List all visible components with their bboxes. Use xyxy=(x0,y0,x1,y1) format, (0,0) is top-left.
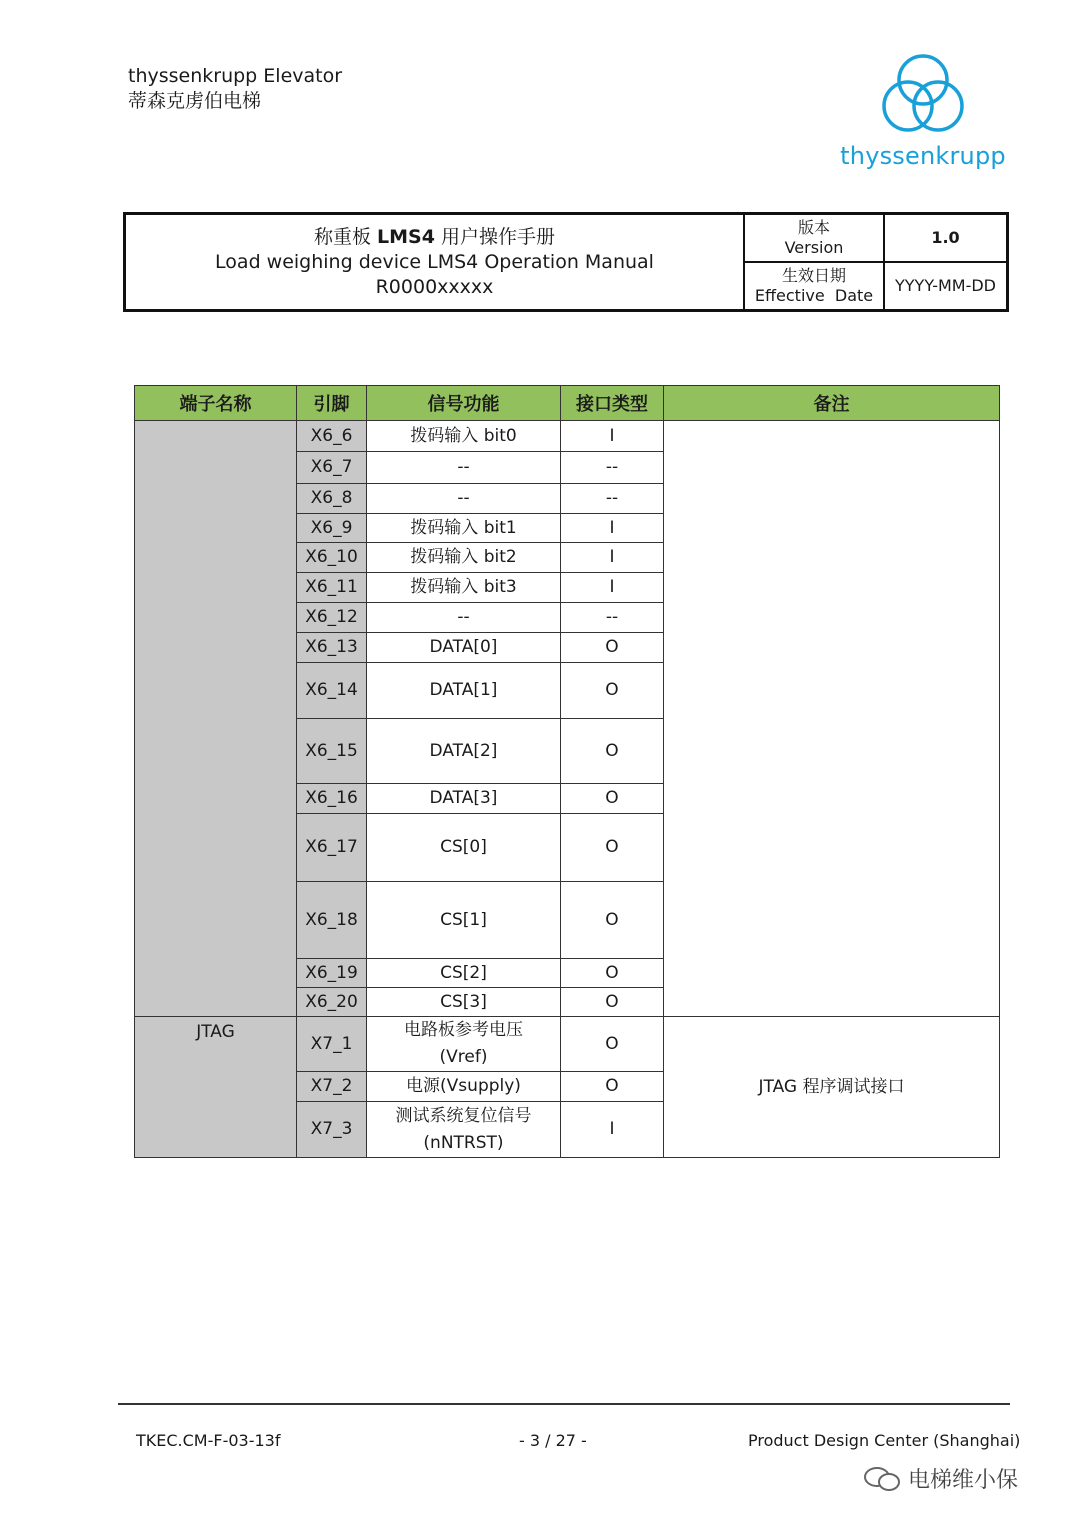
pin-cell: X7_2 xyxy=(297,1072,367,1102)
type-cell: O xyxy=(561,663,664,719)
thyssenkrupp-logo xyxy=(838,50,1008,182)
type-cell: I xyxy=(561,421,664,452)
header-terminal-name: 端子名称 xyxy=(135,386,297,421)
type-cell: I xyxy=(561,514,664,543)
type-cell: -- xyxy=(561,603,664,633)
function-cell: 拨码输入 bit1 xyxy=(367,514,561,543)
type-cell: O xyxy=(561,959,664,988)
title-en: Load weighing device LMS4 Operation Manual xyxy=(215,250,654,273)
type-cell: I xyxy=(561,543,664,573)
function-cell: DATA[3] xyxy=(367,784,561,814)
type-cell: O xyxy=(561,814,664,882)
function-cell: DATA[0] xyxy=(367,633,561,663)
function-cell: 电源(Vsupply) xyxy=(367,1072,561,1102)
function-cell: 电路板参考电压 (Vref) xyxy=(367,1017,561,1072)
function-cell: DATA[2] xyxy=(367,719,561,784)
pin-cell: X6_10 xyxy=(297,543,367,573)
pin-cell: X6_8 xyxy=(297,484,367,514)
title-block-values xyxy=(885,215,1006,309)
company-name-en: thyssenkrupp Elevator xyxy=(128,65,343,87)
function-cell: CS[2] xyxy=(367,959,561,988)
watermark xyxy=(862,1463,1018,1494)
type-cell: I xyxy=(561,573,664,603)
doc-number: R0000xxxxx xyxy=(375,275,494,298)
function-cell: CS[0] xyxy=(367,814,561,882)
remark-cell xyxy=(664,421,1000,1017)
pin-cell: X6_12 xyxy=(297,603,367,633)
remark-jtag: JTAG 程序调试接口 xyxy=(664,1017,1000,1158)
pin-table xyxy=(134,385,1000,1158)
logo-wordmark: thyssenkrupp xyxy=(840,142,1006,170)
header-remark: 备注 xyxy=(664,386,1000,421)
pin-cell: X6_9 xyxy=(297,514,367,543)
watermark-text: 电梯维小保 xyxy=(908,1468,1019,1493)
table-row xyxy=(135,421,1000,452)
function-cell: -- xyxy=(367,452,561,484)
type-cell: O xyxy=(561,988,664,1017)
terminal-name-jtag: JTAG xyxy=(135,1017,297,1158)
company-name xyxy=(128,64,342,114)
header-interface-type: 接口类型 xyxy=(561,386,664,421)
version-label: 版本 Version xyxy=(784,218,844,257)
title-cn: 称重板 LMS4 用户操作手册 xyxy=(313,225,555,248)
function-cell: 拨码输入 bit2 xyxy=(367,543,561,573)
pin-cell: X7_1 xyxy=(297,1017,367,1072)
header-pin: 引脚 xyxy=(297,386,367,421)
wechat-icon xyxy=(862,1465,902,1493)
function-cell: 测试系统复位信号 (nNTRST) xyxy=(367,1102,561,1158)
pin-cell: X6_18 xyxy=(297,882,367,959)
function-cell: 拨码输入 bit3 xyxy=(367,573,561,603)
function-cell: -- xyxy=(367,484,561,514)
date-label: 生效日期 Effective Date xyxy=(745,261,883,309)
pin-cell: X6_16 xyxy=(297,784,367,814)
type-cell: O xyxy=(561,882,664,959)
pin-cell: X6_11 xyxy=(297,573,367,603)
logo-rings-icon xyxy=(838,50,1008,140)
function-cell: 拨码输入 bit0 xyxy=(367,421,561,452)
terminal-name-cell xyxy=(135,421,297,1017)
title-block-labels xyxy=(745,215,885,309)
function-cell: -- xyxy=(367,603,561,633)
table-row xyxy=(135,1017,1000,1072)
pin-cell: X6_15 xyxy=(297,719,367,784)
function-cell: DATA[1] xyxy=(367,663,561,719)
footer-form-number: TKEC.CM-F-03-13f xyxy=(136,1431,281,1450)
type-cell: -- xyxy=(561,484,664,514)
title-block xyxy=(123,212,1009,312)
function-cell: CS[1] xyxy=(367,882,561,959)
version-value: 1.0 xyxy=(931,228,960,247)
pin-cell: X6_20 xyxy=(297,988,367,1017)
pin-cell: X7_3 xyxy=(297,1102,367,1158)
function-cell: CS[3] xyxy=(367,988,561,1017)
pin-cell: X6_6 xyxy=(297,421,367,452)
type-cell: -- xyxy=(561,452,664,484)
company-name-cn: 蒂森克虏伯电梯 xyxy=(128,90,262,112)
pin-cell: X6_17 xyxy=(297,814,367,882)
type-cell: O xyxy=(561,1072,664,1102)
footer-page-number: - 3 / 27 - xyxy=(519,1431,587,1450)
header-signal-function: 信号功能 xyxy=(367,386,561,421)
pin-cell: X6_19 xyxy=(297,959,367,988)
footer-department: Product Design Center (Shanghai) xyxy=(748,1431,1021,1450)
date-value: YYYY-MM-DD xyxy=(885,261,1006,309)
table-header-row xyxy=(135,386,1000,421)
pin-cell: X6_14 xyxy=(297,663,367,719)
type-cell: I xyxy=(561,1102,664,1158)
document-title xyxy=(126,215,745,309)
type-cell: O xyxy=(561,1017,664,1072)
pin-cell: X6_13 xyxy=(297,633,367,663)
footer-divider xyxy=(118,1403,1010,1405)
pin-cell: X6_7 xyxy=(297,452,367,484)
type-cell: O xyxy=(561,633,664,663)
type-cell: O xyxy=(561,784,664,814)
type-cell: O xyxy=(561,719,664,784)
